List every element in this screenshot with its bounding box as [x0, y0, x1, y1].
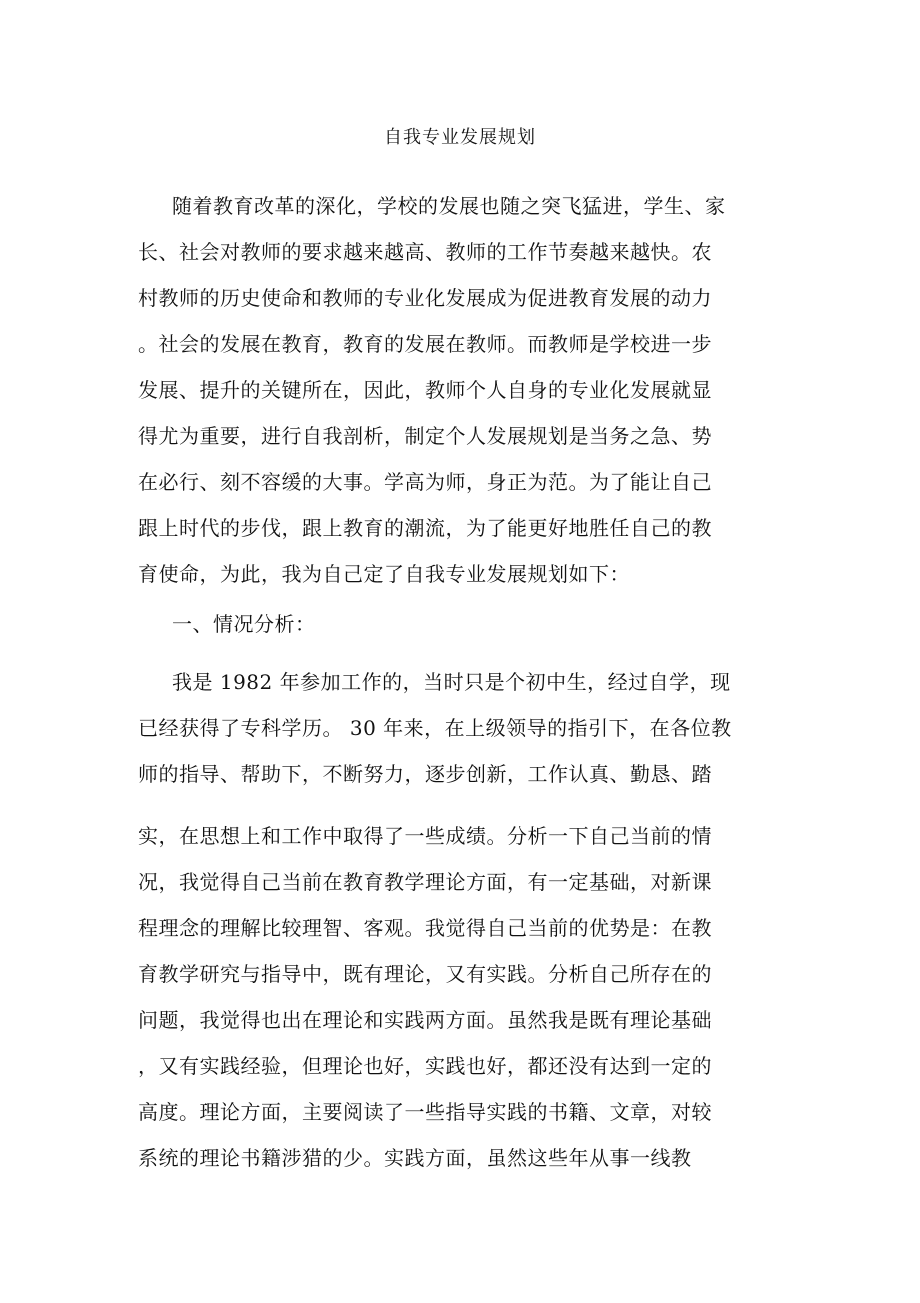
paragraph-line: 长、社会对教师的要求越来越高、教师的工作节奏越来越快。农 [138, 240, 712, 264]
paragraph-line: 育教学研究与指导中，既有理论，又有实践。分析自己所存在的 [138, 962, 712, 986]
document-title: 自我专业发展规划 [384, 127, 536, 148]
paragraph-line: 在必行、刻不容缓的大事。学高为师，身正为范。为了能让自己 [138, 470, 712, 494]
paragraph-line: 程理念的理解比较理智、客观。我觉得自己当前的优势是：在教 [138, 916, 712, 940]
paragraph-line: 问题，我觉得也出在理论和实践两方面。虽然我是既有理论基础 [138, 1008, 712, 1032]
paragraph-line: 村教师的历史使命和教师的专业化发展成为促进教育发展的动力 [138, 286, 712, 310]
section-heading: 一、情况分析： [172, 612, 316, 636]
paragraph-line: 已经获得了专科学历。 30 年来，在上级领导的指引下，在各位教 [138, 716, 732, 740]
paragraph-line: 高度。理论方面，主要阅读了一些指导实践的书籍、文章，对较 [138, 1100, 712, 1124]
paragraph-line: 师的指导、帮助下，不断努力，逐步创新，工作认真、勤恳、踏 [138, 762, 712, 786]
paragraph-line: 况，我觉得自己当前在教育教学理论方面，有一定基础，对新课 [138, 870, 712, 894]
paragraph-line: 发展、提升的关键所在，因此，教师个人自身的专业化发展就显 [138, 378, 712, 402]
paragraph-line: 我是 1982 年参加工作的，当时只是个初中生，经过自学，现 [172, 670, 731, 694]
paragraph-line: 随着教育改革的深化，学校的发展也随之突飞猛进，学生、家 [172, 194, 726, 218]
paragraph-line: 跟上时代的步伐，跟上教育的潮流，为了能更好地胜任自己的教 [138, 516, 712, 540]
paragraph-line: 育使命，为此，我为自己定了自我专业发展规划如下： [138, 562, 630, 586]
paragraph-line: 系统的理论书籍涉猎的少。实践方面，虽然这些年从事一线教 [138, 1146, 692, 1170]
paragraph-line: 实，在思想上和工作中取得了一些成绩。分析一下自己当前的情 [138, 824, 712, 848]
paragraph-line: 。社会的发展在教育，教育的发展在教师。而教师是学校进一步 [138, 332, 712, 356]
paragraph-line: 得尤为重要，进行自我剖析，制定个人发展规划是当务之急、势 [138, 424, 712, 448]
paragraph-line: ，又有实践经验，但理论也好，实践也好，都还没有达到一定的 [138, 1054, 712, 1078]
